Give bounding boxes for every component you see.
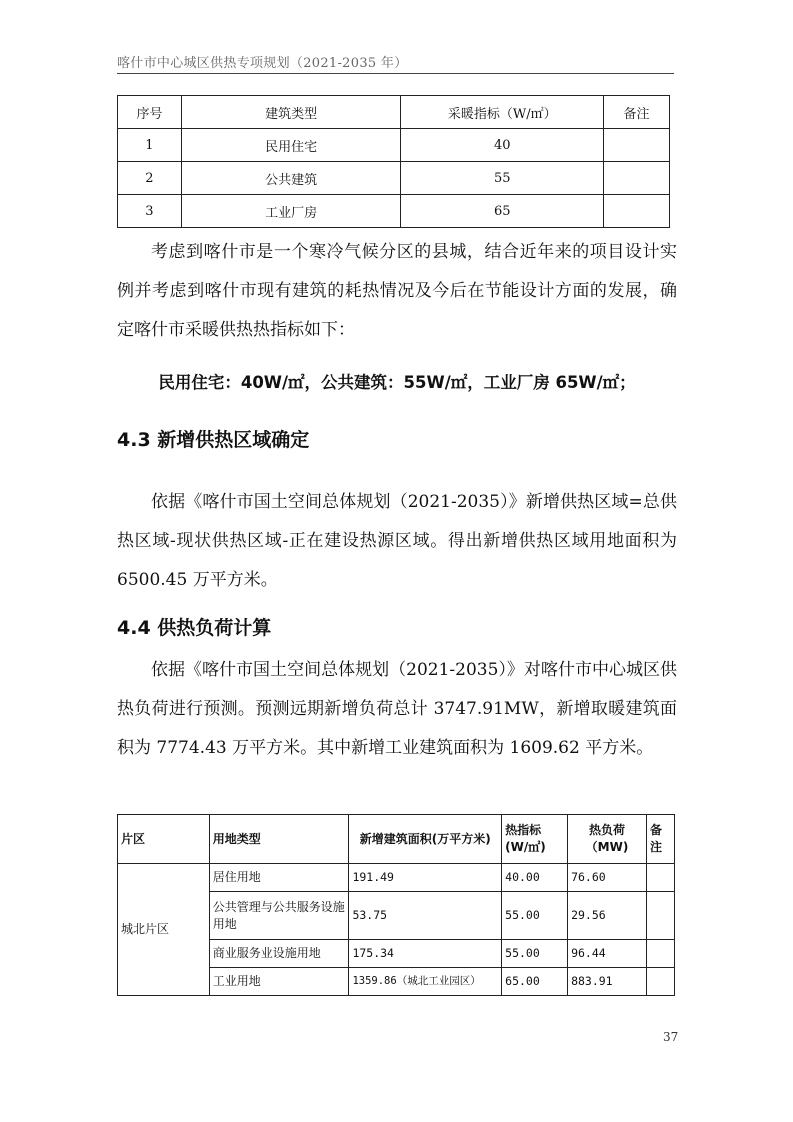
table-header-cell: 序号 <box>118 96 182 129</box>
table-header-cell: 热负荷（MW) <box>568 815 647 864</box>
table-cell: 民用住宅 <box>181 129 401 162</box>
table-row <box>118 129 670 162</box>
table-cell: 191.49 <box>349 864 502 892</box>
page-number: 37 <box>663 1030 679 1044</box>
table-cell: 76.60 <box>568 864 647 892</box>
section-heading-4-3: 4.3 新增供热区域确定 <box>117 429 310 451</box>
table-row <box>118 162 670 195</box>
table-cell: 40 <box>401 129 604 162</box>
table-cell <box>646 864 674 892</box>
table-cell <box>646 892 674 940</box>
paragraph-load-calculation: 依据《喀什市国土空间总体规划（2021-2035）》对喀什市中心城区供热负荷进行预测。预测远期新增负荷总计 3747.91MW，新增取暖建筑面积为 7774.43 万平方米。其中新增工业建筑面积为 1609.62 平方米。 <box>117 660 677 758</box>
table-header-cell: 用地类型 <box>209 815 349 864</box>
table-cell <box>646 968 674 996</box>
table-cell: 2 <box>118 162 182 195</box>
table-header-cell: 采暖指标（W/㎡） <box>401 96 604 129</box>
table-cell: 175.34 <box>349 940 502 968</box>
table-header-row <box>118 96 670 129</box>
heating-index-summary: 民用住宅：40W/㎡，公共建筑：55W/㎡，工业厂房 65W/㎡； <box>158 373 636 392</box>
table-cell <box>604 162 670 195</box>
table-row <box>118 195 670 228</box>
table-header-cell: 片区 <box>118 815 210 864</box>
table-header-cell: 新增建筑面积(万平方米) <box>349 815 502 864</box>
table-header-cell: 备注 <box>646 815 674 864</box>
table-cell: 1359.86（城北工业园区） <box>349 968 502 996</box>
table-cell: 883.91 <box>568 968 647 996</box>
table-cell <box>646 940 674 968</box>
table-header-cell: 建筑类型 <box>181 96 401 129</box>
table-cell: 1 <box>118 129 182 162</box>
table-cell <box>604 129 670 162</box>
table-cell: 29.56 <box>568 892 647 940</box>
table-cell: 工业用地 <box>209 968 349 996</box>
table-cell: 商业服务业设施用地 <box>209 940 349 968</box>
table-cell: 居住用地 <box>209 864 349 892</box>
table-cell: 55 <box>401 162 604 195</box>
paragraph-heating-rationale: 考虑到喀什市是一个寒冷气候分区的县城，结合近年来的项目设计实例并考虑到喀什市现有建筑的耗热情况及今后在节能设计方面的发展，确定喀什市采暖供热热指标如下： <box>117 242 677 340</box>
district-cell: 城北片区 <box>118 864 210 996</box>
paragraph-new-area: 依据《喀什市国土空间总体规划（2021-2035）》新增供热区域=总供热区域-现状供热区域-正在建设热源区域。得出新增供热区域用地面积为 6500.45 万平方米。 <box>117 492 677 590</box>
table-cell: 53.75 <box>349 892 502 940</box>
table-header-cell: 备注 <box>604 96 670 129</box>
table-cell: 65.00 <box>502 968 568 996</box>
table-row <box>118 864 675 892</box>
table-cell: 40.00 <box>502 864 568 892</box>
table-cell: 55.00 <box>502 940 568 968</box>
table-cell: 公共建筑 <box>181 162 401 195</box>
heating-load-table <box>117 814 675 996</box>
table-header-row <box>118 815 675 864</box>
running-header: 喀什市中心城区供热专项规划（2021-2035 年） <box>117 56 408 71</box>
heating-index-table <box>117 95 670 228</box>
table-header-cell: 热指标(W/㎡) <box>502 815 568 864</box>
table-cell: 65 <box>401 195 604 228</box>
table-cell: 公共管理与公共服务设施用地 <box>209 892 349 940</box>
table-cell: 96.44 <box>568 940 647 968</box>
table-cell: 3 <box>118 195 182 228</box>
header-rule <box>117 73 674 74</box>
table-cell: 工业厂房 <box>181 195 401 228</box>
section-heading-4-4: 4.4 供热负荷计算 <box>117 617 272 639</box>
table-cell: 55.00 <box>502 892 568 940</box>
table-cell <box>604 195 670 228</box>
